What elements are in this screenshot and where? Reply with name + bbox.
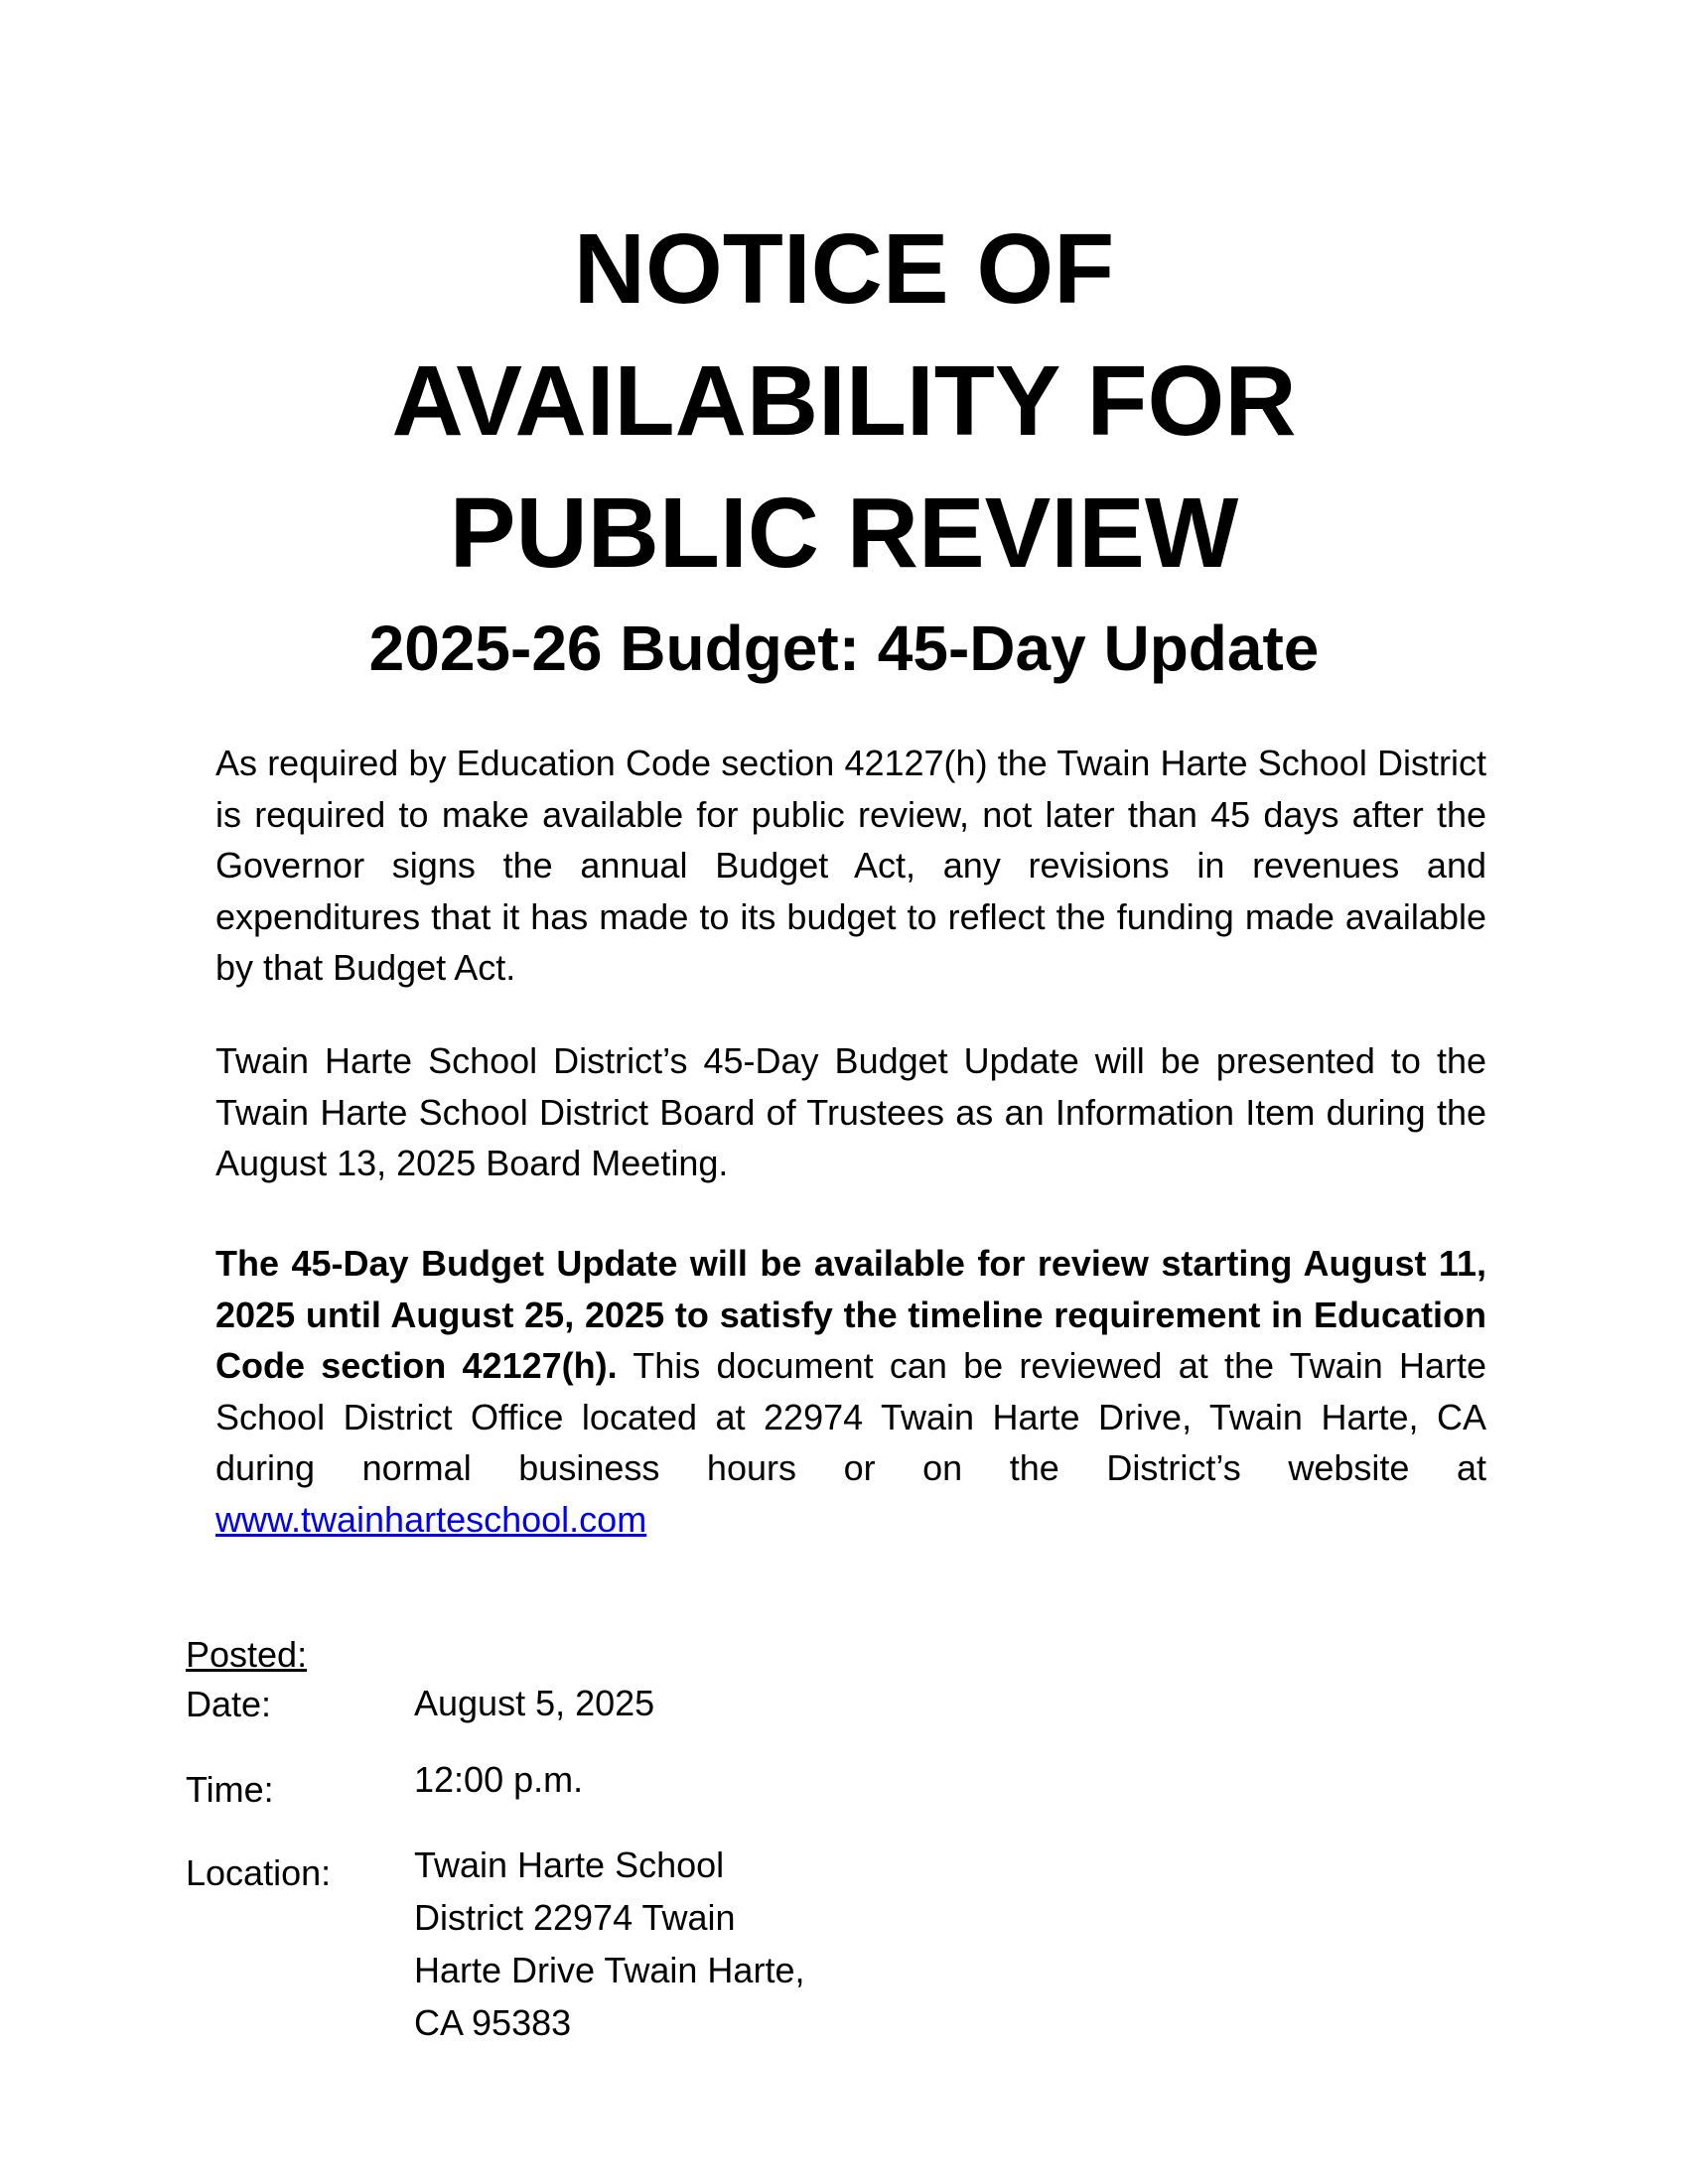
title-line-3: PUBLIC REVIEW: [449, 478, 1239, 589]
location-label: Location:: [186, 1852, 332, 1893]
notice-subtitle: 2025-26 Budget: 45-Day Update: [368, 613, 1320, 684]
posted-heading: Posted:: [186, 1634, 308, 1675]
review-location-text: This document can be reviewed at the Twain Harte School District Office located at 22974 Twain Harte Drive, Twain Harte, CA during normal business hours or on the District’s website at: [215, 1345, 1486, 1488]
title-line-2: AVAILABILITY FOR: [391, 345, 1297, 457]
paragraph-education-code: As required by Education Code section 42127(h) the Twain Harte School District is required to make available for public review, not later than 45 days after the Governor signs the annual Budget Act, any revisions in revenues and expenditures that it has made to its budget to reflect the funding made available by that Budget Act.: [215, 743, 1486, 988]
time-label: Time:: [186, 1769, 274, 1810]
location-line: District 22974 Twain: [414, 1897, 736, 1938]
notice-title: [248, 204, 1440, 600]
date-label: Date:: [186, 1684, 272, 1724]
location-line: CA 95383: [414, 2002, 572, 2043]
location-address: [414, 1839, 804, 2049]
title-line-1: NOTICE OF: [573, 213, 1115, 325]
location-line: Twain Harte School: [414, 1844, 725, 1885]
district-website-link[interactable]: www.twainharteschool.com: [215, 1498, 647, 1540]
paragraph-review-availability: [215, 1238, 1486, 1545]
review-period-bold-text: The 45-Day Budget Update will be available for review starting August 11, 2025 until August 25, 2025 to satisfy the timeline requirement in Education Code section 42127(h).: [215, 1243, 1486, 1386]
date-value: August 5, 2025: [414, 1683, 655, 1723]
location-line: Harte Drive Twain Harte,: [414, 1950, 805, 1990]
paragraph-board-meeting: Twain Harte School District’s 45-Day Budget Update will be presented to the Twain Harte School District Board of Trustees as an Information Item during the August 13, 2025 Board Meeting.: [215, 1040, 1486, 1183]
time-value: 12:00 p.m.: [414, 1759, 584, 1800]
